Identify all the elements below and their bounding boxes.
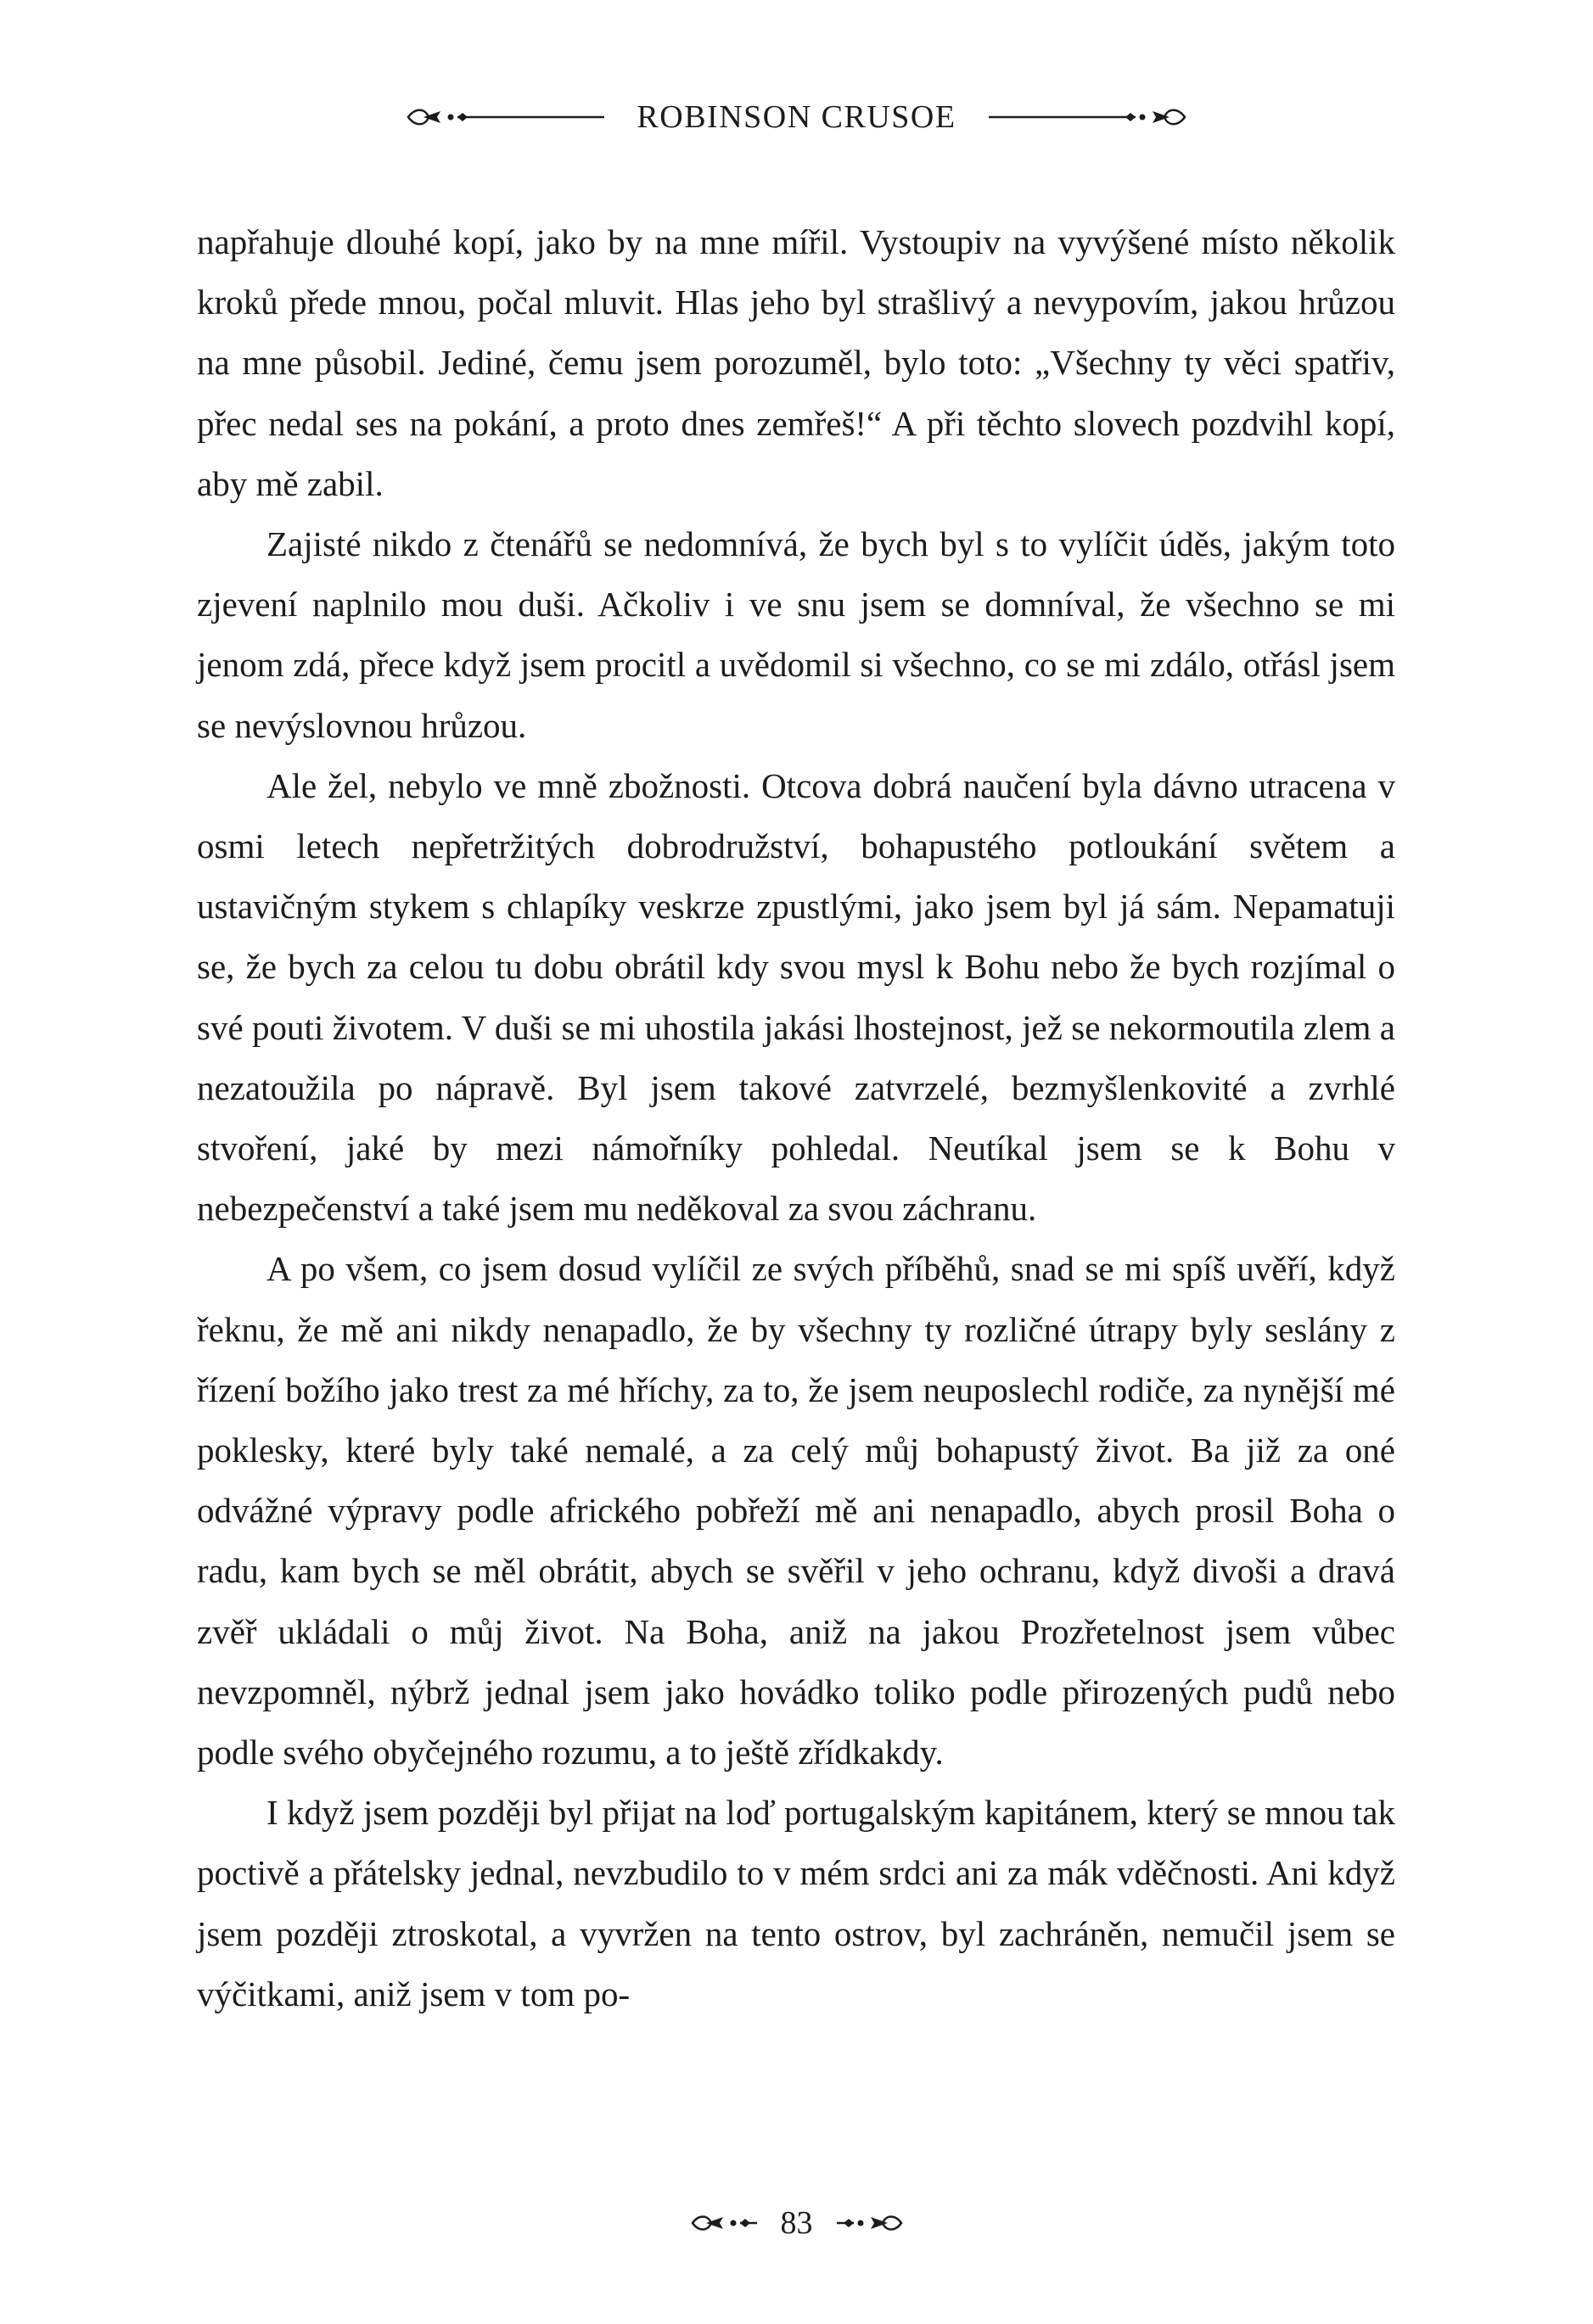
page-number: 83 — [780, 2205, 813, 2241]
paragraph-5: I když jsem později byl přijat na loď portugalským kapitánem, který se mnou tak poctivě a přátelsky jednal, nevzbudilo to v mém srdci ani za mák vděčnosti. Ani když jsem později ztroskotal, a vyvržen na tento ostrov, byl zachráněn, nemučil jsem se výčitkami, aniž jsem v tom po- — [197, 1793, 1395, 2013]
footer-ornament-right-icon — [835, 2211, 903, 2235]
paragraph-1: napřahuje dlouhé kopí, jako by na mne mířil. Vystoupiv na vyvýšené místo několik kroků přede mnou, počal mluvit. Hlas jeho byl strašlivý a nevypovím, jakou hrůzou na mne působil. Jediné, čemu jsem porozuměl, bylo toto: „Všechny ty věci spatřiv, přec nedal ses na pokání, a proto dnes zemřeš!“ A při těchto slovech pozdvihl kopí, aby mě zabil. — [197, 222, 1395, 503]
paragraph-3: Ale žel, nebylo ve mně zbožnosti. Otcova dobrá naučení byla dávno utracena v osmi letech nepřetržitých dobrodružství, bohapustého potloukání světem a ustavičným stykem s chlapíky veskrze zpustlými, jako jsem byl já sám. Nepamatuji se, že bych za celou tu dobu obrátil kdy svou mysl k Bohu nebo že bych rozjímal o své pouti životem. V duši se mi uhostila jakási lhostejnost, jež se nekormoutila zlem a nezatoužila po nápravě. Byl jsem takové zatvrzelé, bezmyšlenkovité a zvrhlé stvoření, jaké by mezi námořníky pohledal. Neutíkal jsem se k Bohu v nebezpečenství a také jsem mu neděkoval za svou záchranu. — [197, 765, 1395, 1229]
ornament-left-icon — [407, 104, 606, 130]
ornament-right-icon — [987, 104, 1186, 130]
paragraph-2: Zajisté nikdo z čtenářů se nedomnívá, že bych byl s to vylíčit úděs, jakým toto zjevení naplnilo mou duši. Ačkoliv i ve snu jsem se domníval, že všechno se mi jenom zdá, přece když jsem procitl a uvědomil si všechno, co se mi zdálo, otřásl jsem se nevýslovnou hrůzou. — [197, 524, 1395, 745]
running-header-title: ROBINSON CRUSOE — [637, 99, 956, 135]
footer-ornament-left-icon — [691, 2211, 759, 2235]
page-footer — [0, 2198, 1593, 2248]
body-text — [197, 212, 1395, 2024]
running-header — [0, 92, 1593, 143]
paragraph-4: A po všem, co jsem dosud vylíčil ze svých příběhů, snad se mi spíš uvěří, když řeknu, že mě ani nikdy nenapadlo, že by všechny ty rozličné útrapy byly seslány z řízení božího jako trest za mé hříchy, za to, že jsem neuposlechl rodiče, za nynější mé poklesky, které byly také nemalé, a za celý můj bohapustý život. Ba již za oné odvážné výpravy podle afrického pobřeží mě ani nenapadlo, abych prosil Boha o radu, kam bych se měl obrátit, abych se svěřil v jeho ochranu, když divoši a dravá zvěř ukládali o můj život. Na Boha, aniž na jakou Prozřetelnost jsem vůbec nevzpomněl, nýbrž jednal jsem jako hovádko toliko podle přirozených pudů nebo podle svého obyčejného rozumu, a to ještě zřídkakdy. — [197, 1249, 1395, 1772]
